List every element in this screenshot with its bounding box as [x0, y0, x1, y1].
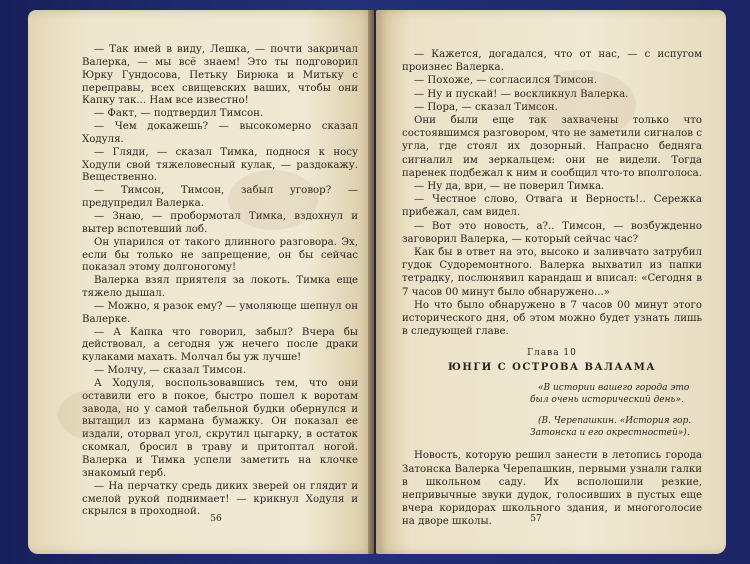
- paragraph: — Кажется, догадался, что от нас, — с испугом произнес Валерка.: [402, 49, 702, 74]
- left-page: [28, 10, 374, 554]
- paragraph: — Можно, я разок ему? — умоляюще шепнул он Валерке.: [82, 300, 358, 325]
- paragraph: — Чем докажешь? — высокомерно сказал Ходуля.: [82, 121, 358, 145]
- paragraph: Валерка взял приятеля за локоть. Тимка еще тяжело дышал.: [82, 275, 358, 300]
- paragraph: — Честное слово, Отвага и Верность!.. Сережка прибежал, сам видел.: [402, 194, 702, 219]
- paper-stain: [228, 170, 318, 230]
- spacer: [402, 439, 702, 449]
- left-page-text: [82, 44, 358, 519]
- paragraph: — На перчатку средь диких зверей он глядит и смелой рукой поднимает! — крикнул Ходуля и скрылся в проходной.: [82, 480, 358, 518]
- paragraph: — Так имей в виду, Лешка, — почти закричал Валерка, — мы всё знаем! Это ты подговорил Юрку Гундосова, Петьку Бирюка и Митьку с переправы, всех свищевских ваших, чтобы они Капку так... Нам все известно!: [82, 44, 358, 107]
- paragraph: — Тимсон, Тимсон, забыл уговор? — предупредил Валерка.: [82, 185, 358, 210]
- paragraph: А Ходуля, воспользовавшись тем, что они оставили его в покое, быстро пошел к воротам завода, но у самой табельной будки обернулся и вытащил из кармана бумажку. Он показал ее издали, оторвал угол, скрутил цыгарку, в остаток скомкал, бросил в траву и притоптал ногой. Валерка и Тимка успели заметить на клочке знакомый герб.: [82, 377, 358, 479]
- page-number: 57: [530, 514, 542, 524]
- paragraph: — Ну и пускай! — воскликнул Валерка.: [414, 88, 629, 100]
- paragraph: Он упарился от такого длинного разговора. Эх, если бы только не запрещение, он бы сейчас показал этому долгоногому!: [82, 236, 358, 274]
- chapter-label: Глава 10: [527, 348, 577, 359]
- paragraph: Как бы в ответ на это, высоко и заливчато затрубил гудок Судоремонтного. Валерка выхватил из папки тетрадку, послюнявил карандаш и вписал: «Сегодня в 7 часов 00 минут было обнаружено...»: [402, 247, 702, 298]
- paragraph: — Пора, — сказал Тимсон.: [414, 101, 558, 113]
- epigraph-work: «История гор. Затонска и его окрестностей»).: [530, 416, 692, 438]
- paragraph: — Вот это новость, а?.. Тимсон, — возбужденно заговорил Валерка, — который сейчас час?: [402, 220, 702, 245]
- paragraph: — Молчу, — сказал Тимсон.: [94, 365, 246, 377]
- paper-stain: [58, 390, 128, 440]
- paragraph: — Знаю, — пробормотал Тимка, вздохнул и вытер вспотевший лоб.: [82, 210, 358, 235]
- paragraph: — А Капка что говорил, забыл? Вчера бы действовал, а сегодня уж нечего после драки кулаками махать. Молчал бы уж лучше!: [82, 326, 358, 364]
- paragraph: — Похоже, — согласился Тимсон.: [414, 75, 598, 87]
- paragraph: — Факт, — подтвердил Тимсон.: [94, 108, 264, 120]
- paragraph: Но что было обнаружено в 7 часов 00 минут этого исторического дня, об этом можно будет узнать лишь в следующей главе.: [402, 299, 702, 338]
- paragraph: Они были еще так захвачены только что состоявшимся разговором, что не заметили сигналов с угла, где стоял их дозорный. Напрасно бедняга сигналил им зеркальцем: они не видели. Тогда паренек подбежал к ним и сообщил что-то вполголоса.: [402, 115, 702, 179]
- paragraph: Новость, которую решил занести в летопись города Затонска Валерка Черепашкин, первыми узнали галки в школьном саду. Их всполошили резкие, непривычные звуки дудок, голосивших в пустых еще вчера коридорах школьного здания, и многоголосие на дворе школы.: [402, 450, 702, 528]
- epigraph-source: [530, 416, 702, 439]
- paragraph: — Гляди, — сказал Тимка, поднося к носу Ходули свой тяжеловесный кулак, — раздокажу. Вещественно.: [82, 146, 358, 184]
- paragraph: — Ну да, ври, — не поверил Тимка.: [414, 181, 605, 193]
- page-number: 56: [210, 514, 222, 524]
- epigraph-quote: «В истории вашего города это был очень исторический день».: [530, 383, 690, 405]
- epigraph-author: (В. Черепашкин.: [538, 416, 617, 427]
- paper-stain: [526, 70, 636, 140]
- chapter-title: ЮНГИ С ОСТРОВА ВАЛААМА: [448, 362, 656, 374]
- right-page: [376, 10, 726, 554]
